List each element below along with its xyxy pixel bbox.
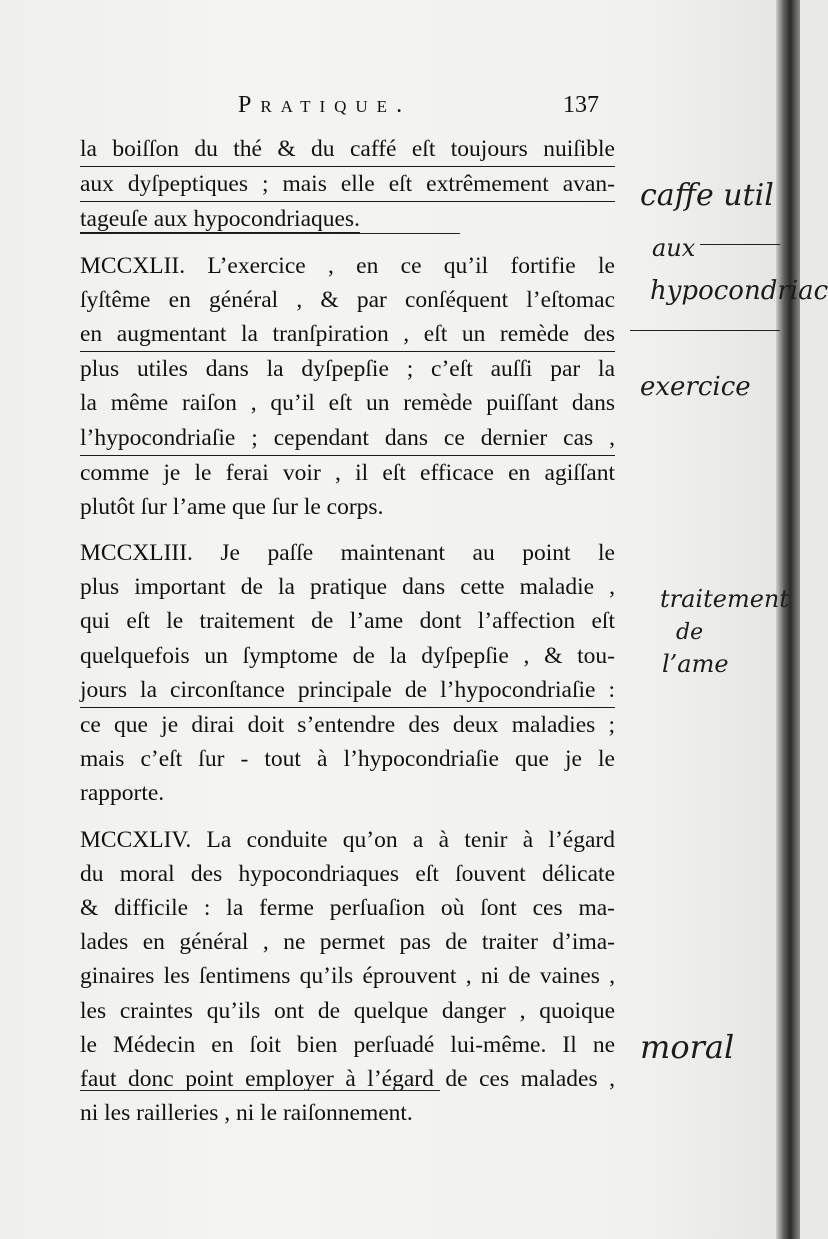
text-line: qui eſt le traitement de l’ame dont l’affection eſt: [80, 608, 615, 635]
margin-note: caffe util: [640, 178, 774, 213]
text-line: plus utiles dans la dyſpepſie ; c’eſt auſſi par la: [80, 356, 615, 383]
text-line: aux dyſpeptiques ; mais elle eſt extrêmement avan-: [80, 167, 615, 202]
text-line: & difficile : la ferme perſuaſion où ſont ces ma-: [80, 894, 615, 921]
text-line: ginaires les ſentimens qu’ils éprouvent , ni de vaines ,: [80, 963, 615, 990]
body-text: [80, 132, 615, 1130]
text-line: comme je le ferai voir , il eſt efficace en agiſſant: [80, 459, 615, 486]
text-line: les craintes qu’ils ont de quelque danger , quoique: [80, 997, 615, 1024]
text-line: [80, 202, 615, 236]
pen-rule: [80, 233, 460, 234]
text-line: plus important de la pratique dans cette maladie ,: [80, 574, 615, 601]
margin-note: de: [676, 620, 704, 645]
margin-note: traitement: [660, 585, 790, 613]
page-header: [238, 92, 638, 132]
page-number: 137: [563, 92, 599, 118]
text-line: MCCXLII. L’exercice , en ce qu’il fortifie le: [80, 252, 615, 279]
text-line: rapporte.: [80, 780, 165, 807]
running-title: Pratique.: [238, 92, 412, 118]
text-line: ce que je dirai doit s’entendre des deux maladies ;: [80, 712, 615, 738]
margin-stroke: [700, 244, 780, 245]
margin-rule: [630, 330, 780, 331]
text-line: lades en général , ne permet pas de traiter d’ima-: [80, 929, 615, 956]
text-line: MCCXLIII. Je paſſe maintenant au point le: [80, 540, 615, 567]
margin-note: moral: [640, 1028, 735, 1066]
text-line: ni les railleries , ni le raiſonnement.: [80, 1100, 413, 1127]
margin-note: exercice: [640, 372, 751, 402]
text-line: plutôt ſur l’ame que ſur le corps.: [80, 493, 384, 520]
text-line: l’hypocondriaſie ; cependant dans ce dernier cas ,: [80, 421, 615, 456]
text-line: ſyſtême en général , & par conſéquent l’eſtomac: [80, 286, 615, 313]
text-line: la boiſſon du thé & du caffé eſt toujours nuiſible: [80, 132, 615, 167]
text-line-underlined: tageuſe aux hypocondriaques.: [80, 206, 360, 233]
text-line: faut donc point employer à l’égard de ces malades ,: [80, 1065, 615, 1092]
text-line: du moral des hypocondriaques eſt ſouvent délicate: [80, 860, 615, 887]
text-line: mais c’eſt ſur - tout à l’hypocondriaſie que je le: [80, 746, 615, 773]
text-line: le Médecin en ſoit bien perſuadé lui-même. Il ne: [80, 1031, 615, 1058]
text-line: la même raiſon , qu’il eſt un remède puiſſant dans: [80, 390, 615, 417]
book-gutter: [776, 0, 800, 1239]
text-line: MCCXLIV. La conduite qu’on a à tenir à l’égard: [80, 826, 615, 853]
text-line: en augmentant la tranſpiration , eſt un remède des: [80, 317, 615, 352]
margin-note: aux: [652, 234, 696, 262]
text-line: quelquefois un ſymptome de la dyſpepſie , & tou-: [80, 642, 615, 669]
pen-rule: [80, 1090, 440, 1091]
margin-note: hypocondriac: [650, 276, 828, 306]
text-line: jours la circonſtance principale de l’hypocondriaſie :: [80, 673, 615, 708]
margin-note: l’ame: [662, 650, 729, 678]
